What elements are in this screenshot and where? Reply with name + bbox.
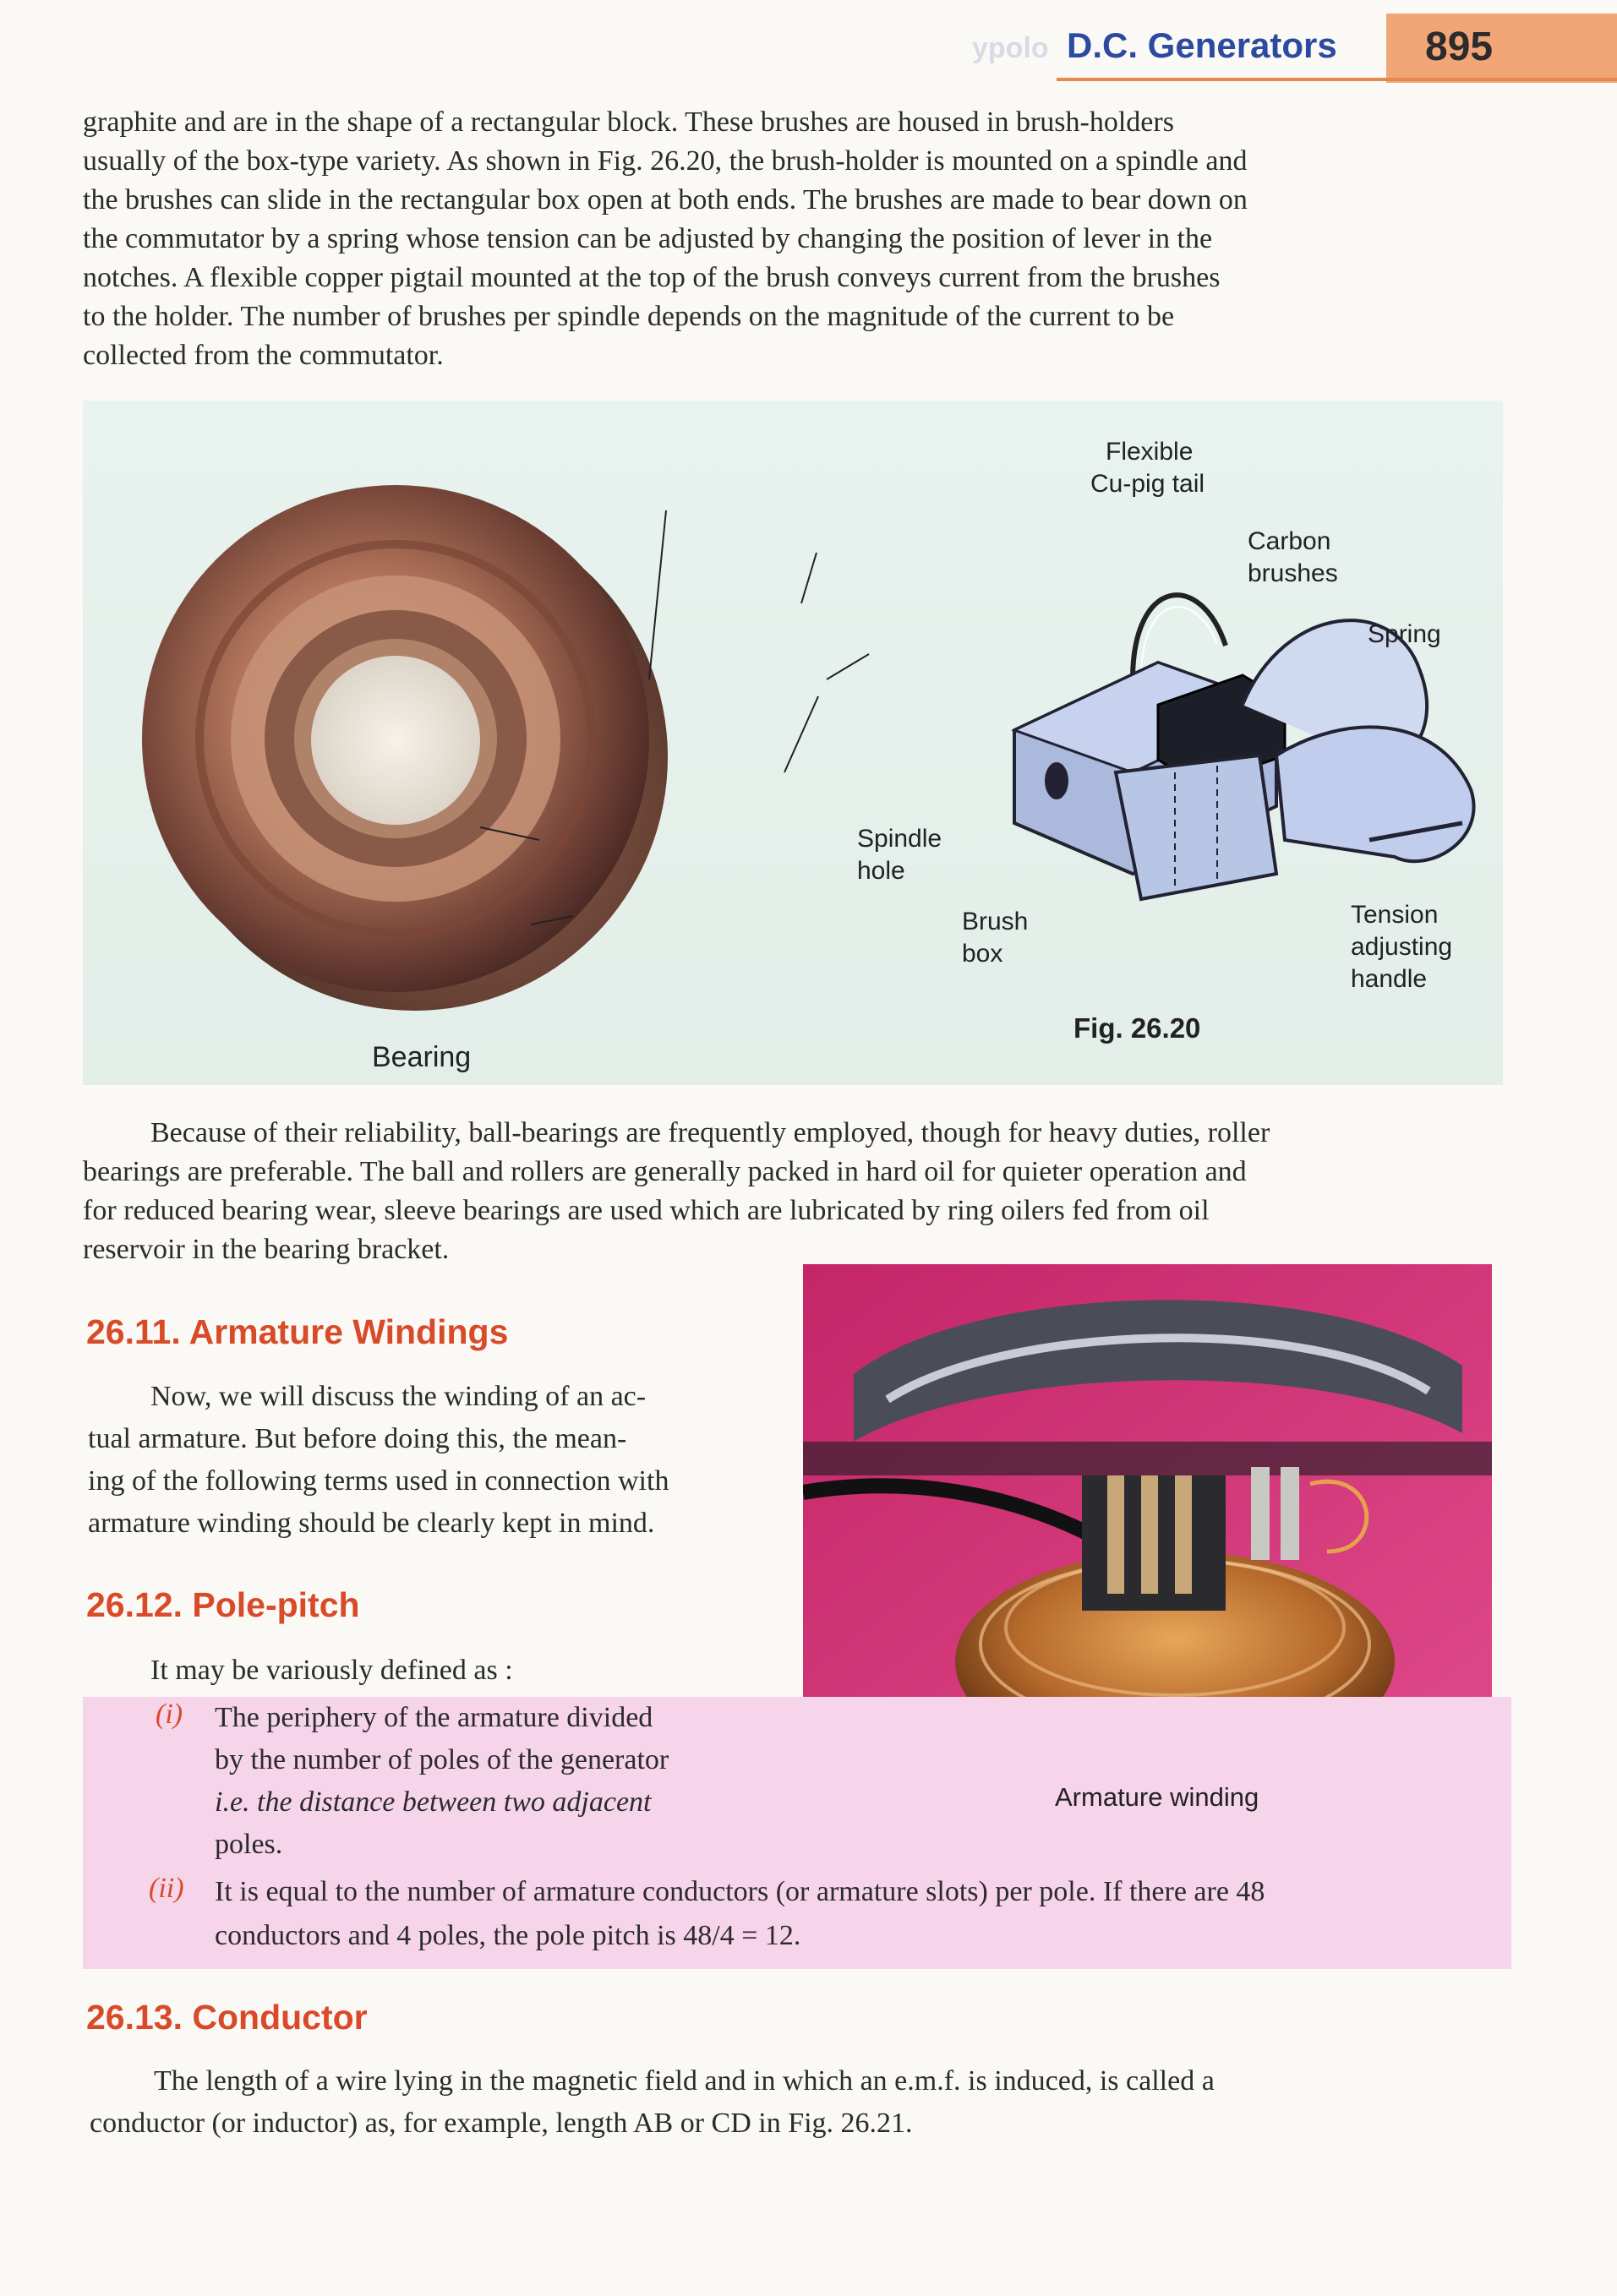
leader-lines (83, 401, 1503, 1085)
text-line: collected from the commutator. (83, 340, 444, 371)
text-line: Now, we will discuss the winding of an ac- (150, 1381, 647, 1412)
label-adjusting: adjusting (1351, 933, 1453, 961)
page-number: 895 (1425, 25, 1494, 69)
text-line: to the holder. The number of brushes per spindle depends on the magnitude of the current to be (83, 301, 1175, 332)
label-brush: Brush (962, 908, 1029, 935)
page-number-tab (1386, 14, 1617, 83)
text-line: tual armature. But before doing this, the mean- (88, 1423, 627, 1454)
header-rule (1057, 78, 1617, 81)
text-line: for reduced bearing wear, sleeve bearings are used which are lubricated by ring oilers fed from oil (83, 1195, 1210, 1226)
header-ghost-text: ypolo (972, 32, 1049, 64)
label-handle: handle (1351, 965, 1428, 993)
list-marker-ii: (ii) (149, 1873, 184, 1904)
text-line: The length of a wire lying in the magnetic field and in which an e.m.f. is induced, is called a (154, 2065, 1215, 2097)
text-line: ing of the following terms used in connection with (88, 1465, 669, 1497)
label-carbon: Carbon (1248, 527, 1331, 555)
label-brushes: brushes (1248, 559, 1338, 587)
text-line: It is equal to the number of armature conductors (or armature slots) per pole. If there are 48 (215, 1876, 1265, 1907)
section-heading-armature-windings: 26.11. Armature Windings (86, 1312, 509, 1351)
bearing-label: Bearing (372, 1041, 472, 1073)
figure-panel (83, 401, 1503, 1085)
label-spring: Spring (1368, 620, 1441, 648)
section-heading-pole-pitch: 26.12. Pole-pitch (86, 1585, 360, 1624)
text-line: notches. A flexible copper pigtail mounted at the top of the brush conveys current from the brushes (83, 262, 1221, 293)
label-cu-pig-tail: Cu-pig tail (1090, 470, 1205, 498)
text-line: poles. (215, 1829, 283, 1860)
label-tension: Tension (1351, 901, 1439, 929)
armature-winding-caption: Armature winding (1055, 1782, 1259, 1812)
text-line: by the number of poles of the generator (215, 1744, 669, 1775)
label-flexible: Flexible (1106, 438, 1194, 466)
label-spindle: Spindle (857, 825, 942, 853)
section-heading-conductor: 26.13. Conductor (86, 1998, 368, 2037)
text-line: Because of their reliability, ball-bearings are frequently employed, though for heavy duties, roller (150, 1117, 1270, 1148)
list-marker-i: (i) (156, 1699, 183, 1730)
text-line: i.e. the distance between two adjacent (215, 1786, 652, 1818)
label-box: box (962, 940, 1003, 968)
text-line: armature winding should be clearly kept in mind. (88, 1508, 655, 1539)
text-line: The periphery of the armature divided (215, 1702, 653, 1733)
text-line: conductors and 4 poles, the pole pitch is 48/4 = 12. (215, 1920, 801, 1951)
figure-caption: Fig. 26.20 (1073, 1012, 1201, 1044)
label-hole: hole (857, 857, 905, 885)
text-line: reservoir in the bearing bracket. (83, 1234, 450, 1265)
text-line: the brushes can slide in the rectangular box open at both ends. The brushes are made to bear down on (83, 184, 1248, 215)
text-line: the commutator by a spring whose tension can be adjusted by changing the position of lever in the (83, 223, 1213, 254)
text-line: conductor (or inductor) as, for example, length AB or CD in Fig. 26.21. (90, 2108, 913, 2139)
text-line: graphite and are in the shape of a rectangular block. These brushes are housed in brush-holders (83, 106, 1174, 138)
text-line: bearings are preferable. The ball and rollers are generally packed in hard oil for quieter operation and (83, 1156, 1247, 1187)
text-line: usually of the box-type variety. As shown in Fig. 26.20, the brush-holder is mounted on a spindle and (83, 145, 1248, 177)
running-head-title: D.C. Generators (1067, 25, 1337, 65)
pole-pitch-intro: It may be variously defined as : (150, 1655, 513, 1686)
